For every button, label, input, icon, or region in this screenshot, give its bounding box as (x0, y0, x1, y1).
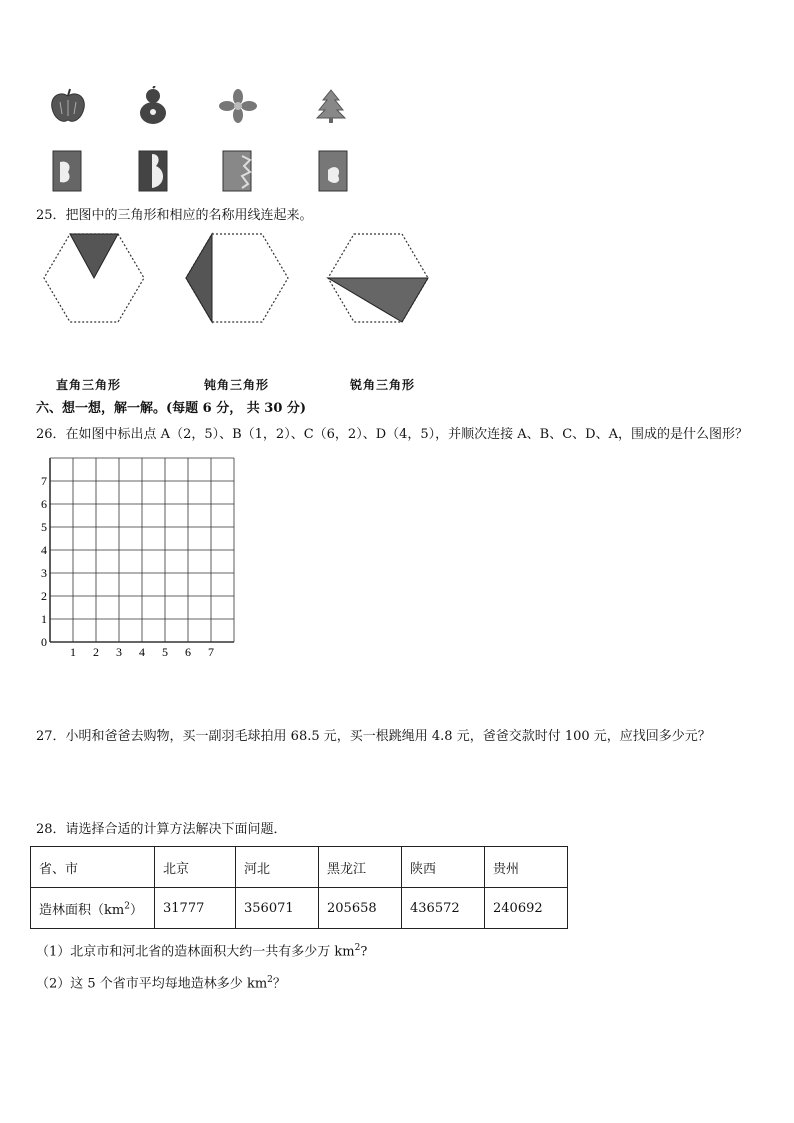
figure-half-gourd-cut-icon (138, 150, 168, 192)
y-tick-label: 6 (41, 497, 47, 511)
y-tick-label: 3 (41, 566, 47, 580)
right-triangle-shaded (70, 234, 118, 278)
x-tick-label: 1 (70, 645, 76, 658)
table-cell: 436572 (402, 888, 485, 929)
q27-text: 27．小明和爸爸去购物，买一副羽毛球拍用 68.5 元，买一根跳绳用 4.8 元，爸爸交款时付 100 元，应找回多少元？ (36, 729, 711, 744)
figure-gourd-icon (136, 86, 170, 126)
q26-text: 26．在如图中标出点 A（2，5）、B（1，2）、C（6，2）、D（4，5），并顺次连接 A、B、C、D、A，围成的是什么图形？ (36, 427, 748, 442)
table-cell: 205658 (319, 888, 402, 929)
q25-text: 25．把图中的三角形和相应的名称用线连起来。 (36, 208, 313, 223)
x-tick-label: 3 (116, 645, 122, 658)
table-cell: 黑龙江 (319, 847, 402, 888)
y-tick-label: 4 (41, 543, 47, 557)
y-tick-label: 2 (41, 589, 47, 603)
label-acute-triangle: 锐角三角形 (350, 378, 416, 392)
figure-half-apple-cut-icon (52, 150, 82, 192)
x-tick-label: 6 (185, 645, 191, 658)
table-row-label: 造林面积$(km^2)$ (31, 888, 155, 929)
afforestation-table (30, 846, 568, 929)
y-tick-label: 1 (41, 612, 47, 626)
y-tick-label: 7 (41, 474, 47, 488)
acute-triangle-shaded (328, 278, 428, 322)
label-obtuse-triangle: 钝角三角形 (204, 378, 270, 392)
figure-flower-icon (218, 88, 258, 124)
table-cell: 省、市 (31, 847, 155, 888)
q28-text: 28．请选择合适的计算方法解决下面问题． (36, 822, 287, 837)
table-cell: 河北 (236, 847, 319, 888)
hexagon-figure-2 (184, 232, 292, 326)
table-row (31, 888, 568, 929)
q28-sub2: （2）这 5 个省市平均每地造林多少 $km^2$？ (36, 975, 286, 992)
coordinate-grid (36, 452, 246, 658)
y-tick-label: 5 (41, 520, 47, 534)
table-cell: 240692 (485, 888, 568, 929)
hexagon-figure-3 (324, 232, 432, 326)
obtuse-triangle-shaded (186, 234, 212, 322)
table-cell: 31777 (155, 888, 236, 929)
table-cell: 北京 (155, 847, 236, 888)
figure-apple-icon (48, 86, 88, 126)
section-heading: 六、想一想，解一解。(每题 6 分， 共 30 分) (36, 401, 307, 416)
figure-half-flower-cut-icon (222, 150, 252, 192)
x-tick-label: 2 (93, 645, 99, 658)
table-cell: 356071 (236, 888, 319, 929)
table-cell: 贵州 (485, 847, 568, 888)
figure-half-tree-cut-icon (318, 150, 348, 192)
q28-sub1: （1）北京市和河北省的造林面积大约一共有多少万 $km^2$? (36, 943, 368, 960)
x-tick-label: 4 (139, 645, 145, 658)
label-right-triangle: 直角三角形 (56, 378, 122, 392)
x-tick-label: 7 (208, 645, 214, 658)
hexagon-figure-1 (40, 232, 148, 326)
origin-label: 0 (41, 635, 47, 649)
x-tick-label: 5 (162, 645, 168, 658)
table-cell: 陕西 (402, 847, 485, 888)
table-header-row (31, 847, 568, 888)
figure-tree-icon (314, 88, 348, 124)
